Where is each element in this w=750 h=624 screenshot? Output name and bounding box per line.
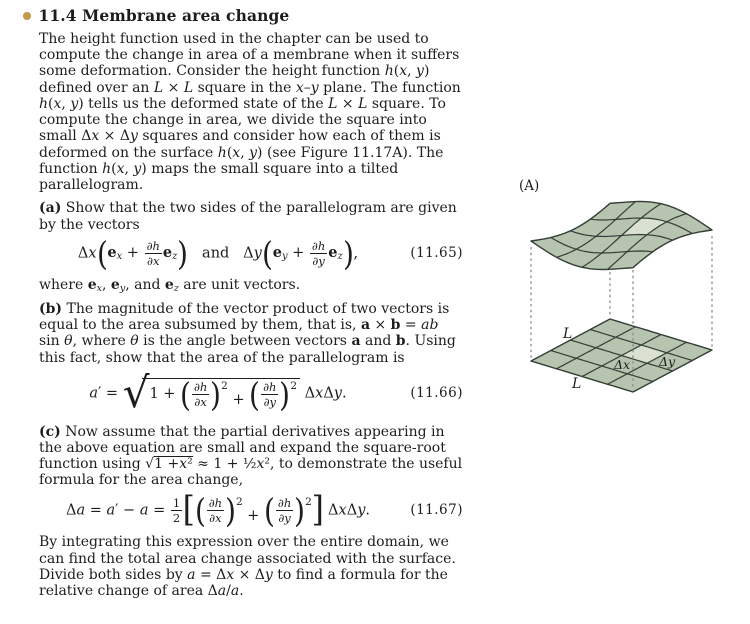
text-run: z: [173, 282, 179, 294]
text-run: ≈ 1 + ½: [192, 456, 257, 473]
panel-label: (A): [519, 178, 540, 194]
text-run: h: [102, 160, 112, 177]
text-run: x: [116, 251, 123, 263]
text-run: y: [357, 502, 366, 519]
text-run: ×: [337, 95, 359, 112]
math-text: [163, 245, 177, 261]
text-run: θ: [130, 333, 139, 350]
equation-math: [39, 489, 397, 530]
text-run: e: [272, 244, 282, 262]
text-run: y: [264, 566, 273, 583]
text-run: x: [91, 128, 100, 145]
text-run: x–y: [295, 79, 319, 96]
label-delta-x: Δx: [614, 357, 631, 372]
text-run: (: [111, 160, 117, 177]
text-run: y: [129, 128, 138, 145]
text-run: Δ: [65, 502, 77, 519]
text-run: ,: [61, 95, 71, 112]
text-run: ,: [407, 63, 417, 80]
fraction: [310, 240, 327, 267]
math-text: [89, 385, 122, 401]
text-run: +: [227, 392, 250, 409]
math-text: [273, 245, 309, 261]
text-run: ∂h: [311, 239, 326, 254]
text-run: sin: [39, 333, 65, 350]
text-run: × Δ: [234, 566, 265, 583]
fraction: [276, 497, 293, 524]
big-delimiter: [: [182, 489, 196, 530]
text-run: Δ: [323, 502, 339, 519]
equation-math: [39, 233, 397, 273]
text-run: 2: [235, 496, 243, 509]
text-run: y: [253, 245, 262, 262]
big-delimiter: (: [96, 233, 108, 273]
math-text: [300, 385, 347, 401]
big-delimiter: (: [194, 490, 206, 530]
figure-A: [500, 165, 750, 435]
equation-number: (11.65): [410, 244, 463, 261]
text-run: 2: [305, 496, 312, 509]
big-delimiter: ): [210, 374, 222, 414]
text-run: h: [384, 63, 394, 80]
text-run: , where: [72, 333, 131, 350]
text-run: e: [110, 276, 120, 293]
text-run: L: [358, 95, 368, 112]
math-text: [354, 245, 359, 261]
text-run: a: [217, 583, 227, 600]
math-text: [221, 380, 250, 409]
paragraph: [39, 277, 463, 294]
section-title: 11.4 Membrane area change: [38, 6, 290, 25]
text-run: x: [226, 566, 235, 583]
text-run: square in the: [193, 79, 296, 96]
text-run: x: [116, 160, 125, 177]
text-run: ∂h: [263, 380, 277, 395]
math-text: [66, 502, 170, 518]
text-run: θ: [64, 333, 73, 350]
text-run: Δ: [323, 385, 334, 402]
text-run: ′ −: [115, 502, 140, 519]
text-run: =: [85, 502, 107, 519]
text-run: is the angle between vectors: [138, 333, 352, 350]
text-run: a: [360, 317, 371, 334]
text-run: a: [351, 333, 361, 350]
big-delimiter: ): [279, 374, 291, 414]
text-run: 2: [172, 511, 181, 526]
text-run: b: [395, 333, 406, 350]
equation-number: (11.66): [410, 384, 463, 401]
math-text: [149, 386, 180, 402]
big-delimiter: ): [177, 233, 189, 273]
math-text: [290, 380, 298, 408]
text-run: Δ: [77, 245, 89, 262]
text-run: ,: [240, 144, 250, 161]
equation-number: (11.67): [410, 501, 463, 518]
text-run: = Δ: [195, 566, 227, 583]
text-run: . Using this fact, show that the area of the parallelogram is: [39, 333, 456, 366]
text-run: ∂x: [194, 395, 207, 410]
text-run: e: [328, 244, 338, 262]
paragraph: [39, 301, 463, 366]
text-run: ², to demonstrate the useful formula for the area change,: [39, 456, 463, 489]
fraction: [171, 497, 182, 524]
text-run: L: [328, 95, 338, 112]
text-run: x: [338, 502, 347, 519]
text-run: h: [39, 95, 49, 112]
text-run: x: [88, 245, 97, 262]
text-run: y: [333, 385, 342, 402]
text-run: ∂y: [278, 511, 291, 526]
text-run: (: [393, 63, 400, 80]
text-run: and Δ: [188, 245, 254, 262]
text-run: where: [39, 276, 88, 293]
paragraph: [39, 31, 463, 193]
big-delimiter: (: [180, 374, 191, 414]
label-delta-y: Δy: [659, 354, 676, 369]
label-L-bottom: L: [572, 376, 582, 392]
math-text: [323, 502, 370, 518]
text-run: ∂h: [277, 495, 292, 510]
text-run: .: [239, 583, 244, 600]
text-run: a: [89, 385, 99, 402]
text-run: 1 +: [149, 386, 181, 403]
text-run: By integrating this expression over the entire domain, we can find the total area change associated with the surface. Divide both sides by: [39, 534, 456, 583]
text-run: ∂h: [208, 495, 223, 510]
text-run: a: [106, 502, 116, 519]
text-run: (c): [39, 423, 61, 440]
text-run: ) tells us the deformed state of the: [78, 95, 329, 112]
text-run: × Δ: [99, 128, 130, 145]
text-run: , and: [125, 276, 165, 293]
text-run: b: [390, 317, 401, 334]
text-run: e: [164, 276, 174, 293]
text-run: L: [153, 79, 164, 96]
text-run: ′ =: [98, 385, 123, 402]
paragraph: [39, 424, 463, 489]
text-run: z: [172, 251, 178, 263]
text-run: z: [337, 251, 343, 263]
text-run: =: [148, 502, 170, 519]
paragraph: [39, 534, 463, 599]
text-run: ∂x: [147, 254, 160, 269]
text-run: 2: [221, 380, 228, 393]
text-run: ,: [353, 245, 359, 262]
text-run: (: [48, 95, 54, 112]
equation: [39, 489, 463, 530]
problem-text-column: [39, 7, 463, 606]
paragraph: [39, 200, 463, 232]
text-run: (a): [39, 200, 62, 217]
math-text: [235, 496, 264, 525]
text-run: (b): [39, 300, 63, 317]
text-run: ∂y: [263, 395, 277, 410]
math-text: [107, 245, 143, 261]
text-run: .: [342, 385, 347, 402]
text-run: h: [217, 144, 227, 161]
text-run: y: [70, 95, 79, 112]
big-delimiter: ): [342, 233, 354, 273]
text-run: and: [360, 333, 396, 350]
label-L-left: L: [563, 326, 573, 342]
text-run: y: [281, 251, 288, 263]
text-run: ²: [187, 456, 193, 473]
text-run: x: [53, 95, 62, 112]
text-run: ,: [102, 276, 111, 293]
text-run: ∂x: [209, 511, 222, 526]
text-run: (: [226, 144, 233, 161]
math-text: [328, 245, 342, 261]
text-run: 1 +: [154, 456, 180, 473]
text-run: ∂h: [193, 380, 208, 395]
text-run: y: [249, 144, 258, 161]
text-run: x: [232, 144, 241, 161]
problem-body: [39, 31, 463, 599]
text-run: square. To compute the change in area, we divide the square into small Δ: [39, 95, 446, 145]
text-run: ×: [370, 317, 391, 334]
text-run: ∂h: [146, 239, 160, 254]
big-delimiter: ]: [311, 489, 324, 530]
text-run: The height function used in the chapter can be used to compute the change in area of a membrane when it suffers some deformation. Consider the height function: [39, 30, 460, 80]
text-run: x: [315, 385, 324, 402]
text-run: ×: [163, 79, 184, 96]
text-run: e: [87, 276, 97, 293]
text-run: L: [183, 79, 194, 96]
text-run: ∂y: [312, 254, 325, 269]
text-run: +: [242, 508, 264, 525]
fraction: [207, 497, 224, 524]
equation-math: [39, 367, 397, 417]
text-run: /: [226, 583, 231, 600]
big-delimiter: (: [249, 374, 261, 414]
text-run: a: [230, 583, 240, 600]
text-run: +: [122, 245, 144, 262]
radical-sign: √: [122, 367, 150, 417]
text-run: +: [287, 245, 309, 262]
section-title-row: [23, 7, 463, 25]
text-run: ) defined over an: [39, 63, 430, 96]
text-run: a: [76, 502, 86, 519]
radicand: [142, 374, 300, 414]
big-delimiter: (: [261, 233, 273, 273]
text-run: The magnitude of the vector product of two vectors is equal to the area subsumed by them, that is,: [39, 300, 450, 334]
text-run: ,: [124, 160, 134, 177]
text-run: ) (see Figure 11.17A). The function: [39, 144, 444, 177]
text-run: a: [187, 566, 196, 583]
fraction: [261, 381, 278, 408]
big-delimiter: ): [294, 490, 306, 530]
text-run: ab: [421, 317, 439, 334]
text-run: e: [107, 244, 117, 262]
fraction: [192, 381, 209, 408]
text-run: Show that the two sides of the parallelogram are given by the vectors: [39, 200, 457, 233]
text-run: y: [119, 282, 126, 294]
bullet-icon: [23, 12, 31, 20]
text-run: ) maps the small square into a tilted parallelogram.: [39, 160, 399, 194]
text-run: =: [400, 317, 422, 334]
text-run: x: [399, 63, 408, 80]
math-text: [188, 245, 262, 261]
text-run: y: [133, 160, 142, 177]
text-run: to find a formula for the relative change of area Δ: [39, 566, 448, 600]
big-delimiter: (: [263, 490, 275, 530]
text-run: y: [416, 63, 424, 80]
equation: [39, 367, 463, 417]
text-run: x: [96, 282, 103, 294]
text-run: Δ: [346, 502, 358, 519]
text-run: .: [365, 502, 371, 519]
text-run: Now assume that the partial derivatives appearing in the above equation are small and expand the square-root function using √: [39, 423, 446, 473]
text-run: x: [256, 456, 265, 473]
fraction: [145, 240, 162, 267]
big-delimiter: ): [225, 490, 236, 530]
text-run: are unit vectors.: [178, 276, 301, 293]
text-run: plane. The function: [318, 79, 461, 96]
math-text: [78, 245, 97, 261]
text-run: 1: [172, 495, 181, 510]
text-run: a: [139, 502, 149, 519]
square-root: [122, 367, 300, 417]
text-run: squares and consider how each of them is deformed on the surface: [39, 128, 441, 161]
text-run: x: [179, 456, 188, 473]
text-run: 2: [290, 380, 298, 393]
text-run: Δ: [300, 385, 316, 402]
equation: [39, 233, 463, 273]
text-run: e: [162, 244, 173, 262]
